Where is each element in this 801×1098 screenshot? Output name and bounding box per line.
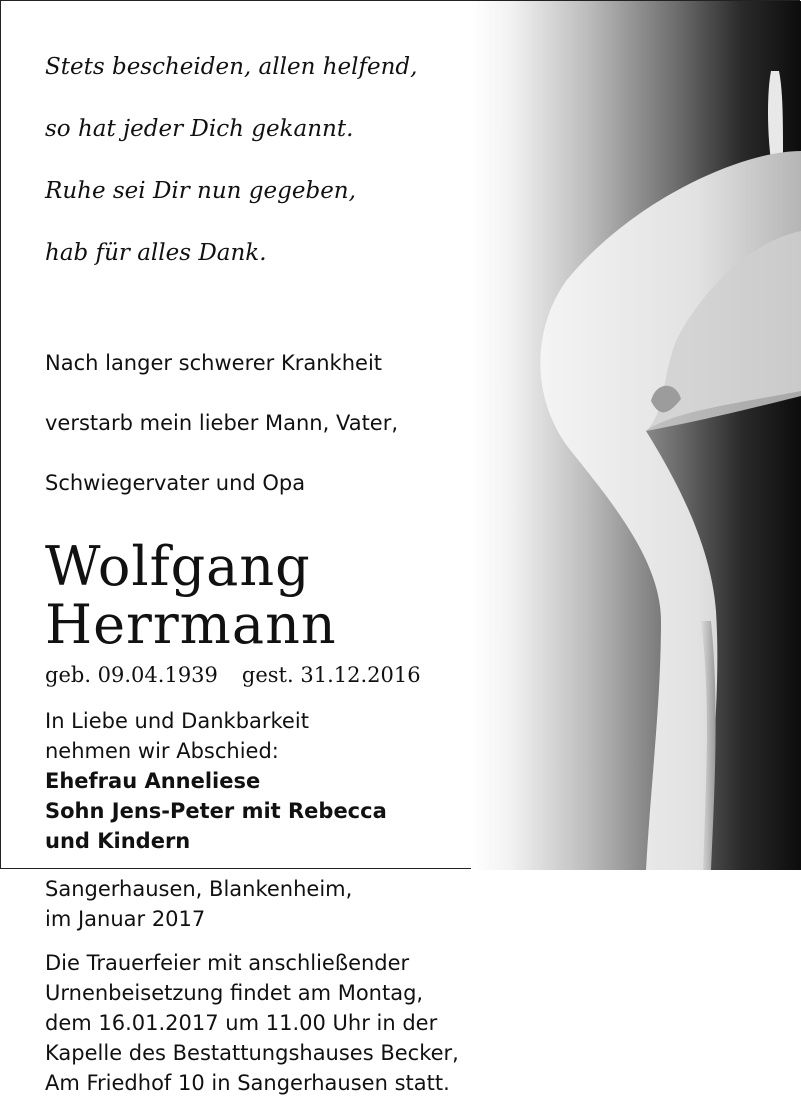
farewell [45,706,515,766]
obituary-text [45,21,515,1098]
funeral-info [45,948,515,1098]
funeral-line: dem 16.01.2017 um 11.00 Uhr in der [45,1011,438,1035]
intro [45,318,515,528]
poem-line: Stets bescheiden, allen helfend, [45,54,418,80]
deceased-name [45,535,515,656]
mourner-line: Ehefrau Anneliese [45,769,261,793]
poem-line: hab für alles Dank. [45,240,267,266]
life-dates [45,660,515,690]
mourner-line: Sohn Jens-Peter mit Rebecca [45,799,387,823]
place-date-line: im Januar 2017 [45,907,206,931]
birth-date: geb. 09.04.1939 [45,663,218,687]
funeral-line: Am Friedhof 10 in Sangerhausen statt. [45,1071,450,1095]
mourners [45,766,515,856]
poem-line: Ruhe sei Dir nun gegeben, [45,178,356,204]
last-name: Herrmann [45,593,337,656]
poem [45,21,515,300]
first-name: Wolfgang [45,535,311,598]
mourner-line: und Kindern [45,829,191,853]
poem-line: so hat jeder Dich gekannt. [45,116,354,142]
funeral-line: Kapelle des Bestattungshauses Becker, [45,1041,459,1065]
intro-line: Schwiegervater und Opa [45,471,306,495]
place-date [45,874,515,934]
calla-lily-image [471,1,801,870]
intro-line: Nach langer schwerer Krankheit [45,351,383,375]
farewell-line: nehmen wir Abschied: [45,739,279,763]
death-date: gest. 31.12.2016 [241,663,421,687]
intro-line: verstarb mein lieber Mann, Vater, [45,411,399,435]
funeral-line: Urnenbeisetzung findet am Montag, [45,981,424,1005]
place-date-line: Sangerhausen, Blankenheim, [45,877,353,901]
funeral-line: Die Trauerfeier mit anschließender [45,951,410,975]
farewell-line: In Liebe und Dankbarkeit [45,709,309,733]
calla-lily-icon [471,1,801,870]
